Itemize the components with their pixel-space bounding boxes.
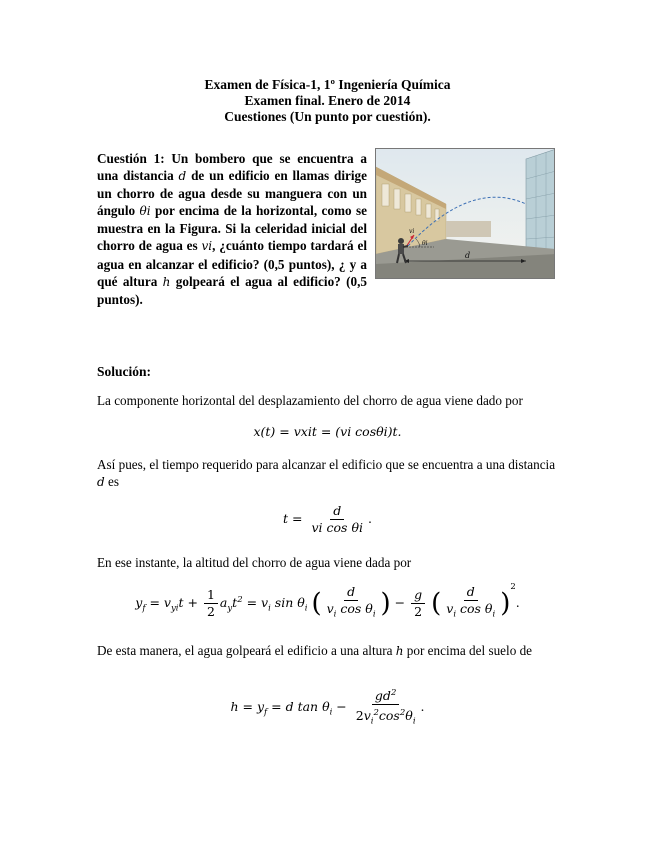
var-v: vi [201, 239, 213, 254]
exam-instructions: Cuestiones (Un punto por cuestión). [224, 109, 431, 124]
solution-title: Solución: [97, 364, 152, 379]
solution-paragraph-3: En ese instante, la altitud del chorro de agua viene dada por [97, 555, 412, 570]
equation-2-lhs: t = [283, 511, 303, 526]
question-1 [97, 150, 367, 308]
paragraph-4-text-1: De esta manera, el agua golpeará el edificio a una altura [97, 643, 396, 658]
figure-illustration [376, 149, 555, 279]
var-d: d [178, 169, 187, 184]
solution-paragraph-2-line1: Así pues, el tiempo requerido para alcanzar el edificio que se encuentra a una distancia [97, 457, 556, 472]
question-label: Cuestión 1: [97, 151, 165, 166]
paragraph-var-h: h [395, 644, 404, 658]
solution-paragraph-2 [97, 457, 560, 490]
question-text-1: Un bombero que se encuentra a una distancia [97, 151, 368, 184]
solution-paragraph-2-line2 [97, 474, 560, 491]
question-text-3: por encima de la horizontal, como se muestra en la Figura. Si la celeridad inicial del chorro de agua es [97, 203, 367, 254]
figure-label-theta: θi [422, 240, 428, 247]
equation-2-denominator: vi cos θi [311, 520, 363, 535]
equation-2-fraction [309, 504, 366, 535]
paragraph-2-es: es [104, 473, 119, 489]
figure-label-d: d [465, 251, 471, 260]
equation-4: $h = y_f = d$ $\tan \theta_i$ − $\frac{gd^2}{2v_i^2\cos^2\theta_i}$ . [230, 688, 425, 727]
paragraph-var-d: d [97, 474, 105, 489]
equation-1-text: x(t) = vxit = (vi cosθi)t. [253, 424, 402, 439]
figure-label-v: vi [409, 228, 415, 235]
firefighter-figure [375, 148, 555, 279]
question-text-4: , ¿cuánto tiempo tardará el agua en alcanzar el edificio? (0,5 puntos), ¿ y a qué altura [97, 238, 367, 289]
solution-paragraph-4 [97, 642, 560, 660]
exam-header [0, 77, 655, 125]
equation-2: t = $\frac{d}{\text{vi cos θi}}$ . [283, 503, 372, 535]
var-theta: θi [139, 204, 151, 219]
question-text-5: golpeará el agua al edificio? (0,5 puntos). [97, 273, 367, 307]
question-text-2: de un edificio en llamas dirige un chorro de agua desde su manguera con un ángulo [97, 168, 367, 219]
equation-2-numerator: d [330, 504, 344, 520]
equation-1 [0, 424, 655, 439]
equation-3: $y_f = v_{yi}t$ + $\frac{1}{2}$ $a_yt^2 = v_i$ $\sin \theta_i$ ( $\frac{d}{v_i \cos \theta_i}$ ) − $\frac{g}{2}$ ( $\frac{d}{v_i \cos \theta_i}$ )$^2$. [135, 582, 520, 620]
solution-paragraph-1: La componente horizontal del desplazamiento del chorro de agua viene dado por [97, 393, 523, 408]
exam-subtitle: Examen final. Enero de 2014 [244, 93, 411, 108]
exam-title: Examen de Física-1, 1º Ingeniería Química [204, 77, 451, 92]
paragraph-4-text-2: por encima del suelo de [403, 643, 533, 658]
var-h: h [162, 274, 171, 289]
